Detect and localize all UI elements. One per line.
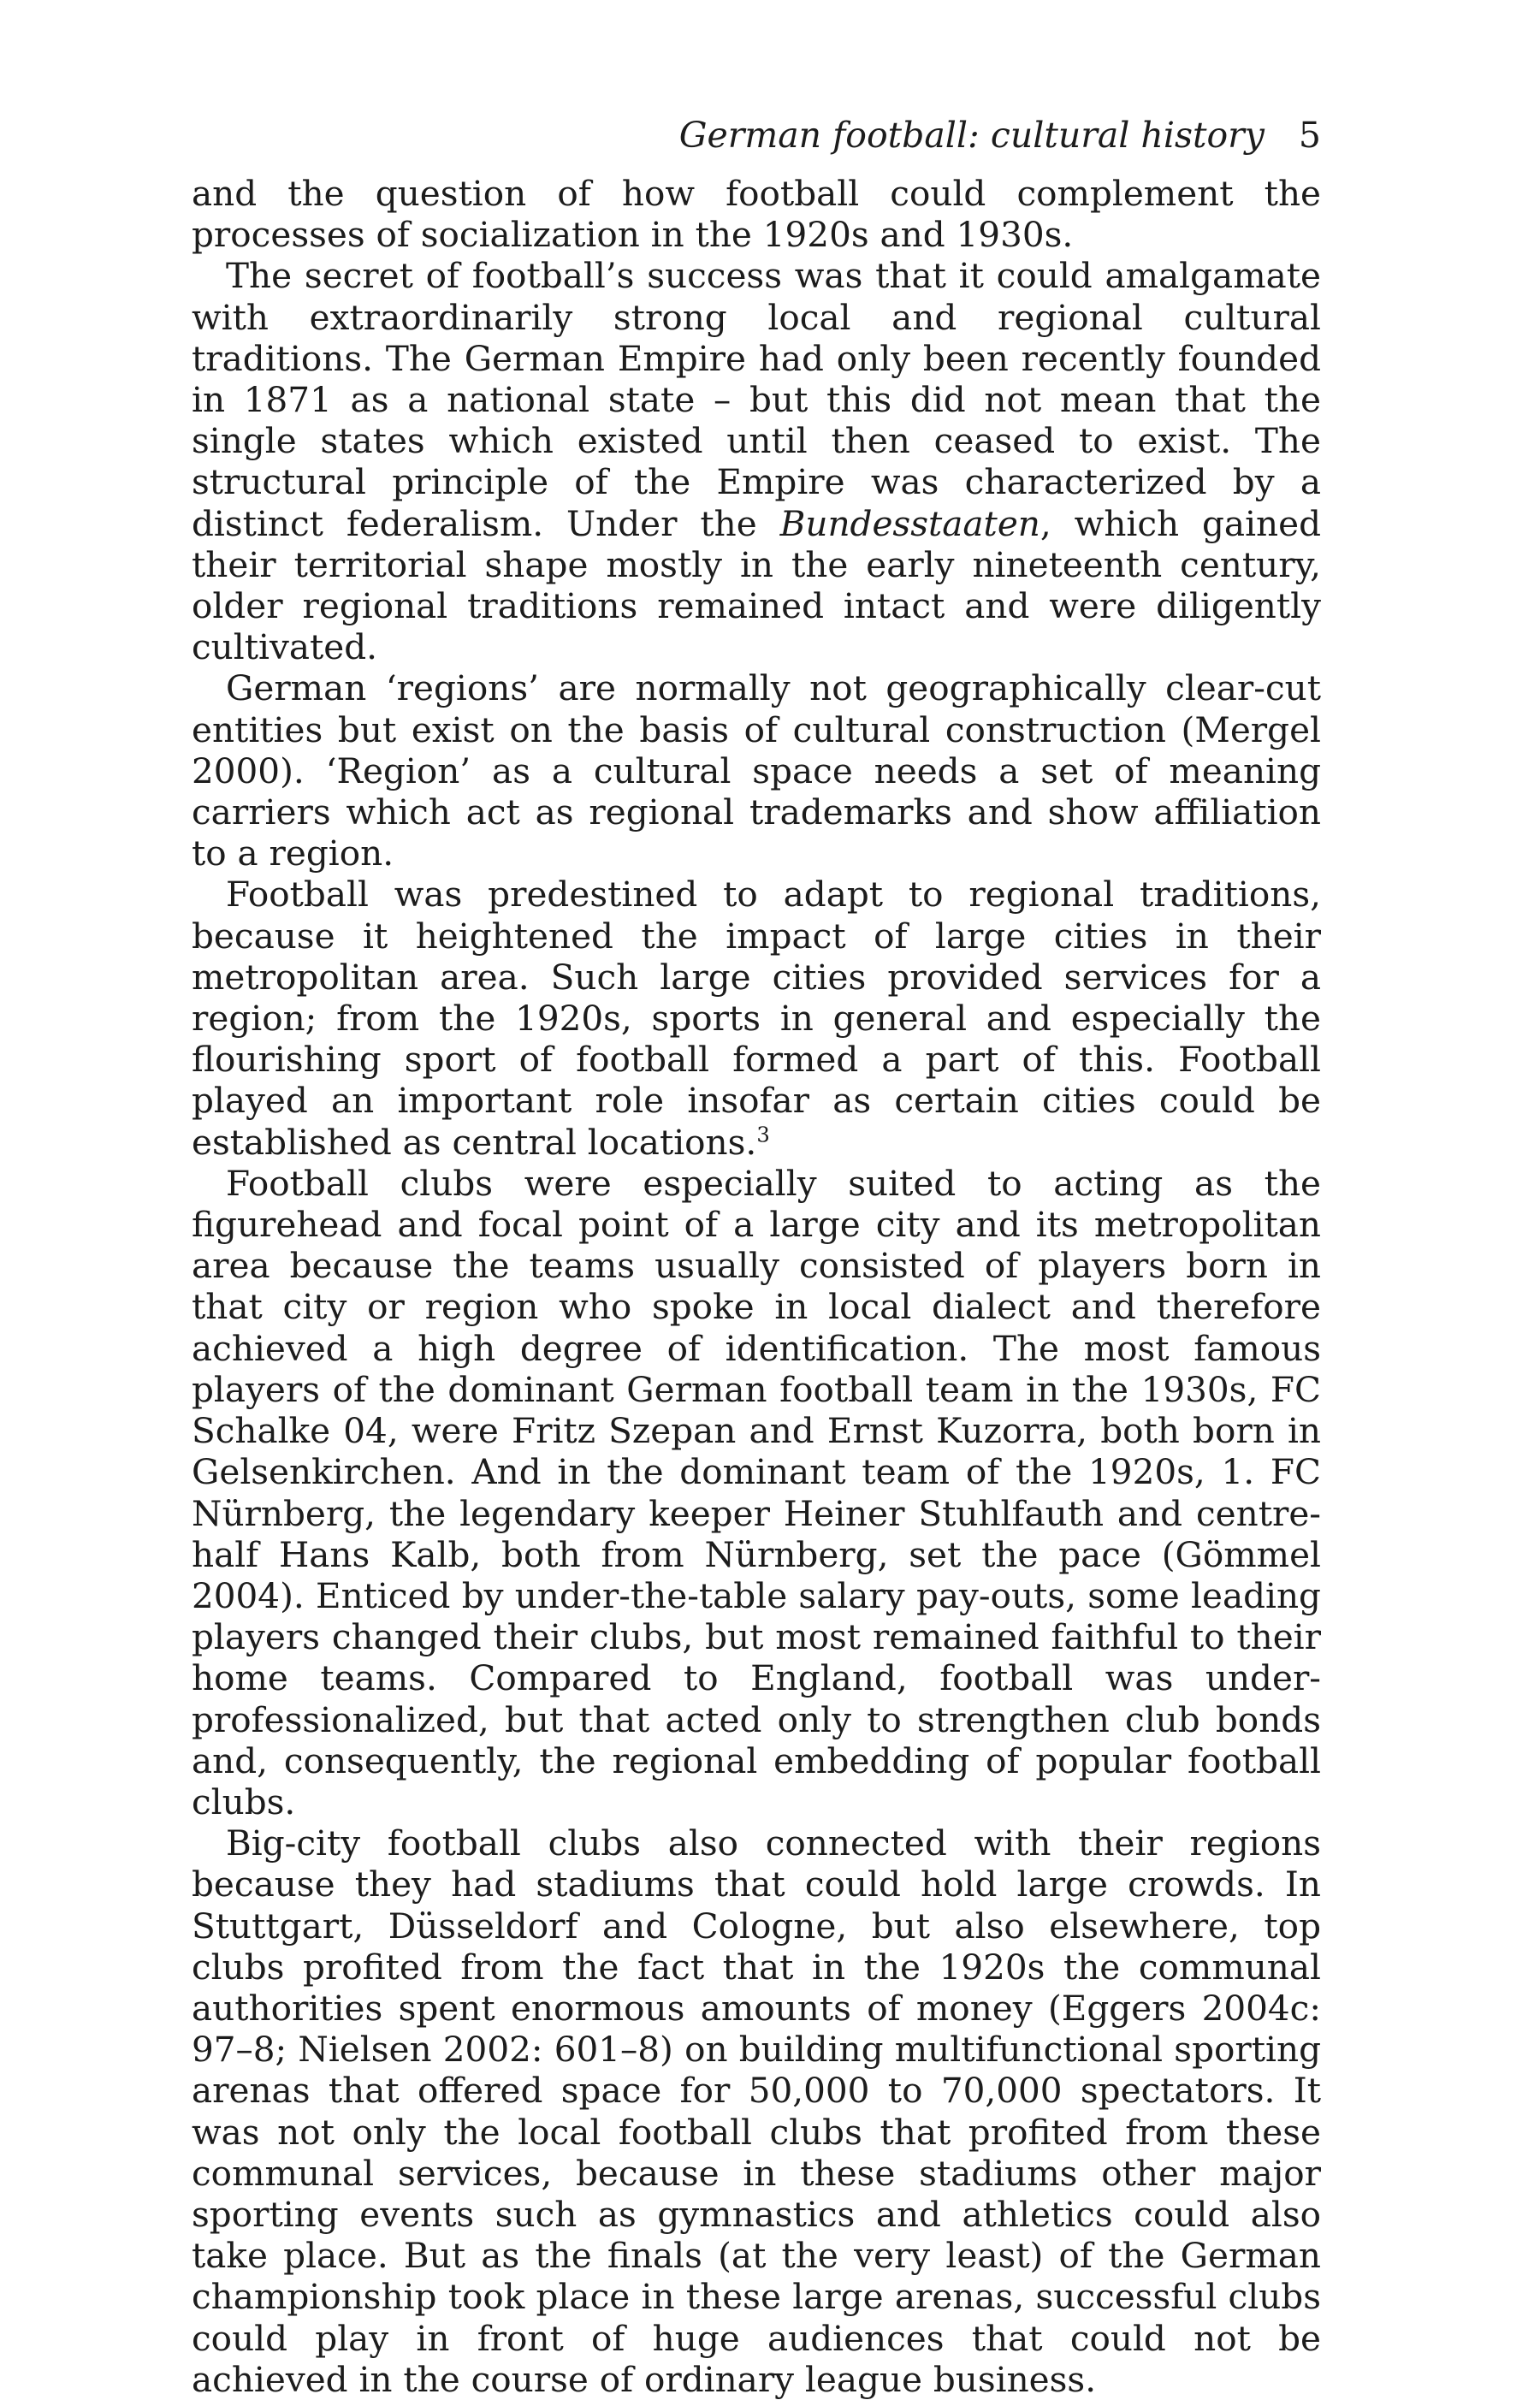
- paragraph-2: [192, 255, 1321, 667]
- paragraph-1-text: and the question of how football could complement the processes of socialization in the 1920s and 1930s.: [192, 173, 1321, 256]
- paragraph-2-text: The secret of football’s success was that it could amalgamate with extraordinarily strong local and regional cultural traditions. The German Empire had only been recently founded in 1871 as a national state – but this did not mean that the single states which existed until then ceased to exist. The structural principle of the Empire was characterized by a distinct federalism. Under the: [192, 255, 1321, 544]
- paragraph-1: [192, 173, 1321, 255]
- paragraph-6-text: Big-city football clubs also connected with their regions because they had stadiums that could hold large crowds. In Stuttgart, Düsseldorf and Cologne, but also elsewhere, top clubs profited from the fact that in the 1920s the communal authorities spent enormous amounts of money (Eggers 2004c: 97–8; Nielsen 2002: 601–8) on building multifunctional sporting arenas that offered space for 50,000 to 70,000 spectators. It was not only the local football clubs that profited from these communal services, because in these stadiums other major sporting events such as gymnastics and athletics could also take place. But as the finals (at the very least) of the German championship took place in these large arenas, successful clubs could play in front of huge audiences that could not be achieved in the course of ordinary league business.: [192, 1822, 1321, 2400]
- running-head: [192, 111, 1321, 159]
- body-text: [192, 173, 1321, 2400]
- paragraph-4-text: Football was predestined to adapt to regional traditions, because it heightened the impact of large cities in their metropolitan area. Such large cities provided services for a region; from the 1920s, sports in general and especially the flourishing sport of football formed a part of this. Football played an important role insofar as certain cities could be established as central locations.: [192, 874, 1321, 1163]
- footnote-marker: 3: [756, 1122, 770, 1147]
- paragraph-2-text-after: , which gained their territorial shape mostly in the early nineteenth century, older regional traditions remained intact and were diligently cultivated.: [192, 502, 1322, 668]
- paragraph-2-italic-term: Bundesstaaten: [779, 502, 1040, 544]
- paragraph-3: [192, 667, 1321, 874]
- paragraph-5-text: Football clubs were especially suited to acting as the figurehead and focal point of a large city and its metropolitan area because the teams usually consisted of players born in that city or region who spoke in local dialect and therefore achieved a high degree of identification. The most famous players of the dominant German football team in the 1930s, FC Schalke 04, were Fritz Szepan and Ernst Kuzorra, both born in Gelsenkirchen. And in the dominant team of the 1920s, 1. FC Nürnberg, the legendary keeper Heiner Stuhlfauth and centre-half Hans Kalb, both from Nürnberg, set the pace (Gömmel 2004). Enticed by under-the-table salary pay-outs, some leading players changed their clubs, but most remained faithful to their home teams. Compared to England, football was under-professionalized, but that acted only to strengthen club bonds and, consequently, the regional embedding of popular football clubs.: [192, 1162, 1321, 1822]
- paragraph-6: [192, 1822, 1321, 2400]
- page-number: 5: [1298, 115, 1321, 156]
- paragraph-4: [192, 874, 1321, 1162]
- paragraph-5: [192, 1163, 1321, 1822]
- running-head-title: German football: cultural history: [678, 115, 1265, 156]
- paragraph-3-text: German ‘regions’ are normally not geographically clear-cut entities but exist on the basis of cultural construction (Mergel 2000). ‘Region’ as a cultural space needs a set of meaning carriers which act as regional trademarks and show affiliation to a region.: [192, 667, 1321, 874]
